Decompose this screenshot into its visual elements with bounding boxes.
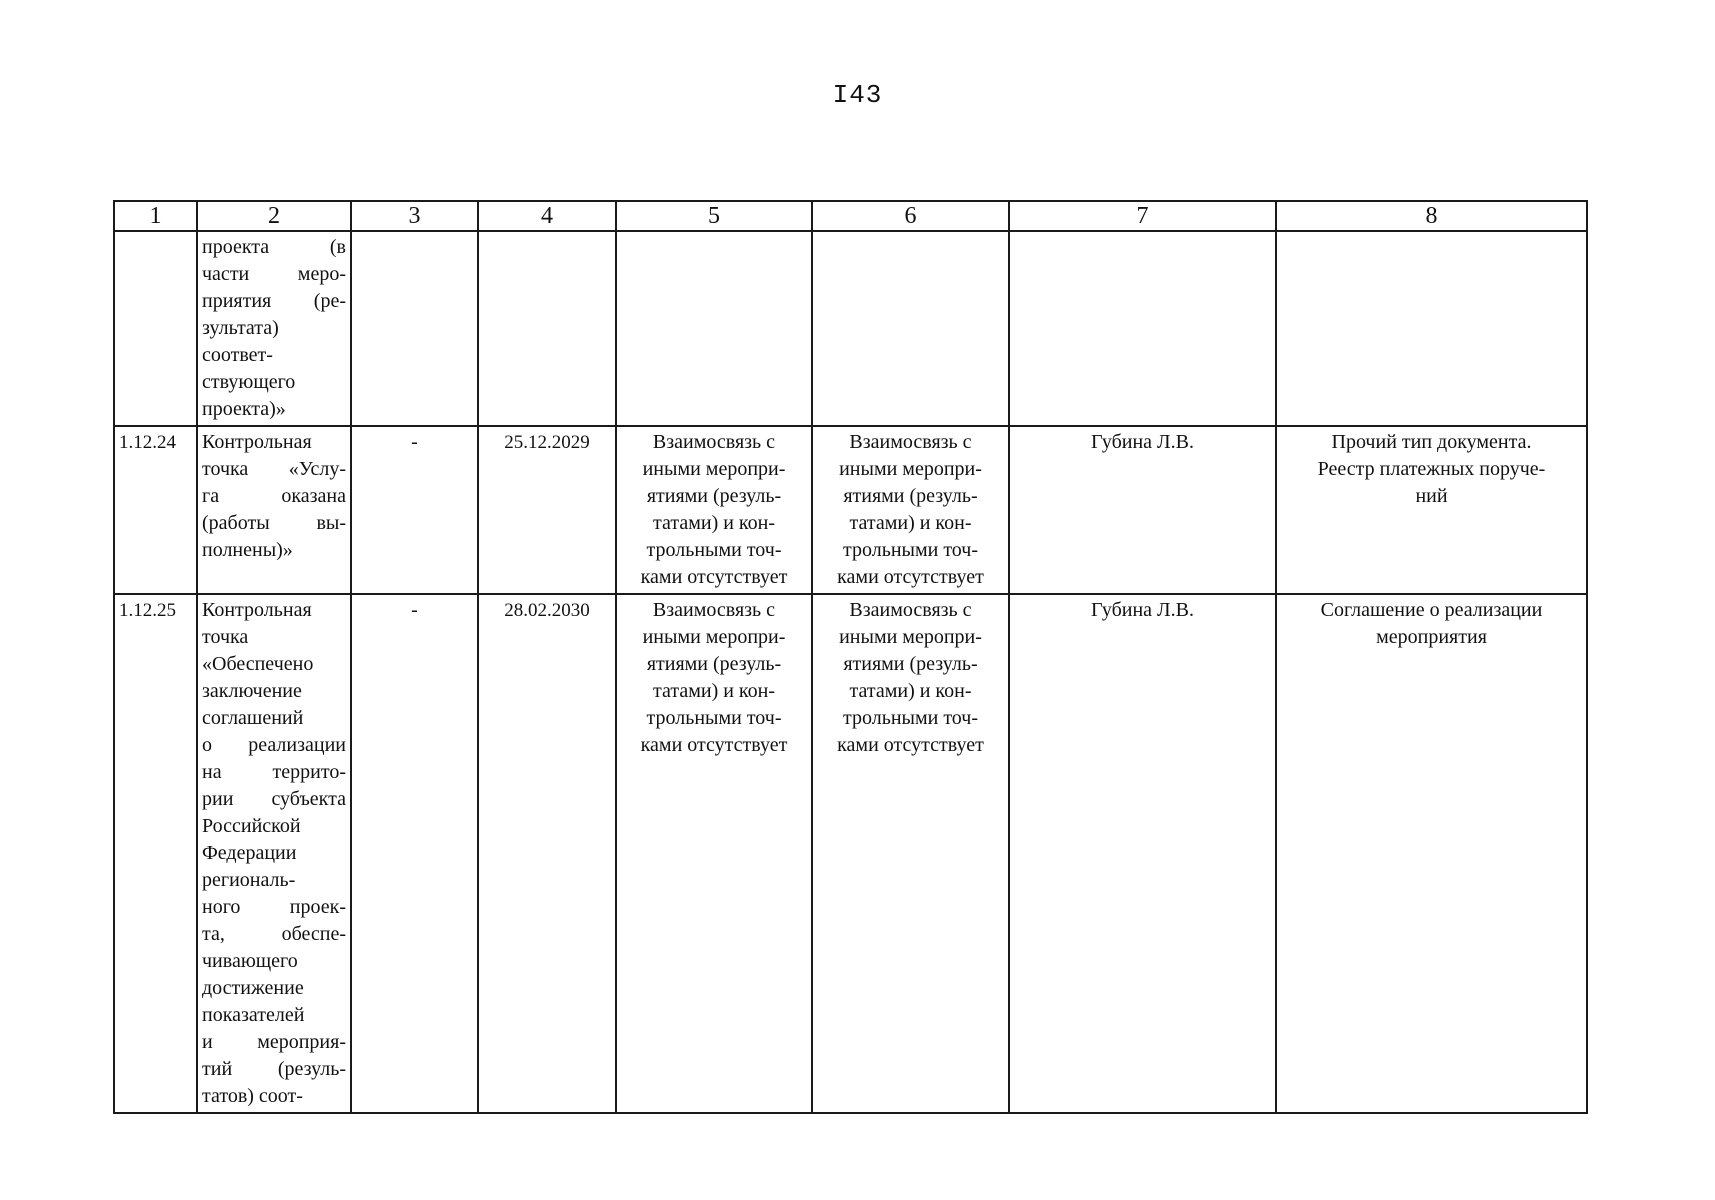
- cell-text-line: достижение: [202, 977, 304, 999]
- cell-text-line: Взаимосвязь с: [849, 599, 972, 621]
- cell-text-line: Взаимосвязь с: [652, 431, 776, 453]
- cell-text-line: ний: [1415, 485, 1448, 507]
- cell-text-line: мероприятия: [1376, 626, 1487, 648]
- cell-text-line: соответ-: [202, 344, 273, 366]
- cell-text-line: ками отсутствует: [640, 734, 788, 756]
- cell-text-line: приятия (ре-: [202, 290, 346, 312]
- cell-text-line: ками отсутствует: [837, 734, 984, 756]
- cell-text-line: Федерации: [202, 842, 297, 864]
- table-row: [114, 426, 1587, 594]
- header-col-3: 3: [351, 201, 478, 231]
- cell-text-line: татами) и кон-: [653, 680, 775, 702]
- cell-document: [1276, 426, 1587, 594]
- cell-text-line: ятиями (резуль-: [646, 485, 782, 507]
- cell-text-line: рии субъекта: [202, 788, 346, 810]
- cell-text-line: точка «Услу-: [202, 458, 346, 480]
- cell-name: [197, 426, 351, 594]
- cell-document: [1276, 231, 1587, 426]
- cell-text-line: татами) и кон-: [849, 512, 972, 534]
- cell-text-line: зультата): [202, 317, 279, 339]
- header-col-5: 5: [616, 201, 812, 231]
- cell-text-line: о реализации: [202, 734, 346, 756]
- cell-date: [478, 231, 616, 426]
- cell-number: 1.12.25: [114, 594, 197, 1113]
- cell-name: [197, 231, 351, 426]
- table-body: [114, 231, 1587, 1113]
- cell-text-line: татов) соот-: [202, 1085, 303, 1107]
- cell-text-line: на террито-: [202, 761, 346, 783]
- cell-col6: [812, 231, 1009, 426]
- cell-text-line: «Обеспечено: [202, 653, 314, 675]
- cell-text-line: ятиями (резуль-: [646, 653, 782, 675]
- table-row: [114, 231, 1587, 426]
- cell-text-line: ствующего: [202, 371, 296, 393]
- cell-col5: [616, 426, 812, 594]
- cell-text-line: ятиями (резуль-: [843, 485, 978, 507]
- cell-text-line: Контрольная: [202, 599, 312, 621]
- table-row: [114, 594, 1587, 1113]
- cell-text-line: и мероприя-: [202, 1031, 346, 1053]
- cell-text-line: заключение: [202, 680, 302, 702]
- cell-text-line: показателей: [202, 1004, 305, 1026]
- cell-col5: [616, 231, 812, 426]
- cell-date: 25.12.2029: [478, 426, 616, 594]
- cell-text-line: трольными точ-: [843, 707, 978, 729]
- cell-number: [114, 231, 197, 426]
- cell-number: 1.12.24: [114, 426, 197, 594]
- header-col-6: 6: [812, 201, 1009, 231]
- cell-text-line: чивающего: [202, 950, 298, 972]
- cell-responsible: Губина Л.В.: [1009, 594, 1276, 1113]
- cell-text-line: региональ-: [202, 869, 296, 891]
- header-col-2: 2: [197, 201, 351, 231]
- cell-text-line: иными меропри-: [839, 458, 982, 480]
- cell-text-line: Прочий тип документа.: [1331, 431, 1532, 453]
- cell-text-line: части меро-: [202, 263, 346, 285]
- cell-responsible: [1009, 231, 1276, 426]
- cell-text-line: Контрольная: [202, 431, 312, 453]
- document-table: [113, 200, 1588, 1114]
- cell-text-line: га оказана: [202, 485, 346, 507]
- cell-text-line: точка: [202, 626, 249, 648]
- cell-col3: [351, 231, 478, 426]
- cell-col3: -: [351, 594, 478, 1113]
- header-col-1: 1: [114, 201, 197, 231]
- cell-document: [1276, 594, 1587, 1113]
- cell-text-line: проекта (в: [202, 236, 346, 258]
- cell-name: [197, 594, 351, 1113]
- cell-text-line: трольными точ-: [843, 539, 978, 561]
- cell-col5: [616, 594, 812, 1113]
- cell-text-line: та, обеспе-: [202, 923, 346, 945]
- page-number: I43: [832, 80, 883, 110]
- header-col-8: 8: [1276, 201, 1587, 231]
- cell-text-line: ного проек-: [202, 896, 346, 918]
- cell-text-line: трольными точ-: [646, 539, 782, 561]
- cell-text-line: ками отсутствует: [640, 566, 788, 588]
- cell-text-line: Соглашение о реализации: [1320, 599, 1543, 621]
- cell-col3: -: [351, 426, 478, 594]
- cell-date: 28.02.2030: [478, 594, 616, 1113]
- cell-text-line: соглашений: [202, 707, 304, 729]
- cell-text-line: проекта)»: [202, 398, 286, 420]
- cell-text-line: иными меропри-: [642, 458, 786, 480]
- cell-text-line: трольными точ-: [646, 707, 782, 729]
- table-header-row: [114, 201, 1587, 231]
- cell-text-line: полнены)»: [202, 539, 293, 561]
- cell-text-line: ятиями (резуль-: [843, 653, 978, 675]
- header-col-7: 7: [1009, 201, 1276, 231]
- cell-text-line: Российской: [202, 815, 301, 837]
- cell-text-line: татами) и кон-: [849, 680, 972, 702]
- cell-text-line: иными меропри-: [839, 626, 982, 648]
- cell-col6: [812, 594, 1009, 1113]
- cell-text-line: (работы вы-: [202, 512, 346, 534]
- header-col-4: 4: [478, 201, 616, 231]
- cell-text-line: татами) и кон-: [653, 512, 775, 534]
- cell-text-line: Взаимосвязь с: [849, 431, 972, 453]
- cell-responsible: Губина Л.В.: [1009, 426, 1276, 594]
- cell-text-line: ками отсутствует: [837, 566, 984, 588]
- cell-col6: [812, 426, 1009, 594]
- cell-text-line: тий (резуль-: [202, 1058, 346, 1080]
- cell-text-line: Реестр платежных поруче-: [1317, 458, 1546, 480]
- cell-text-line: Взаимосвязь с: [652, 599, 776, 621]
- cell-text-line: иными меропри-: [642, 626, 786, 648]
